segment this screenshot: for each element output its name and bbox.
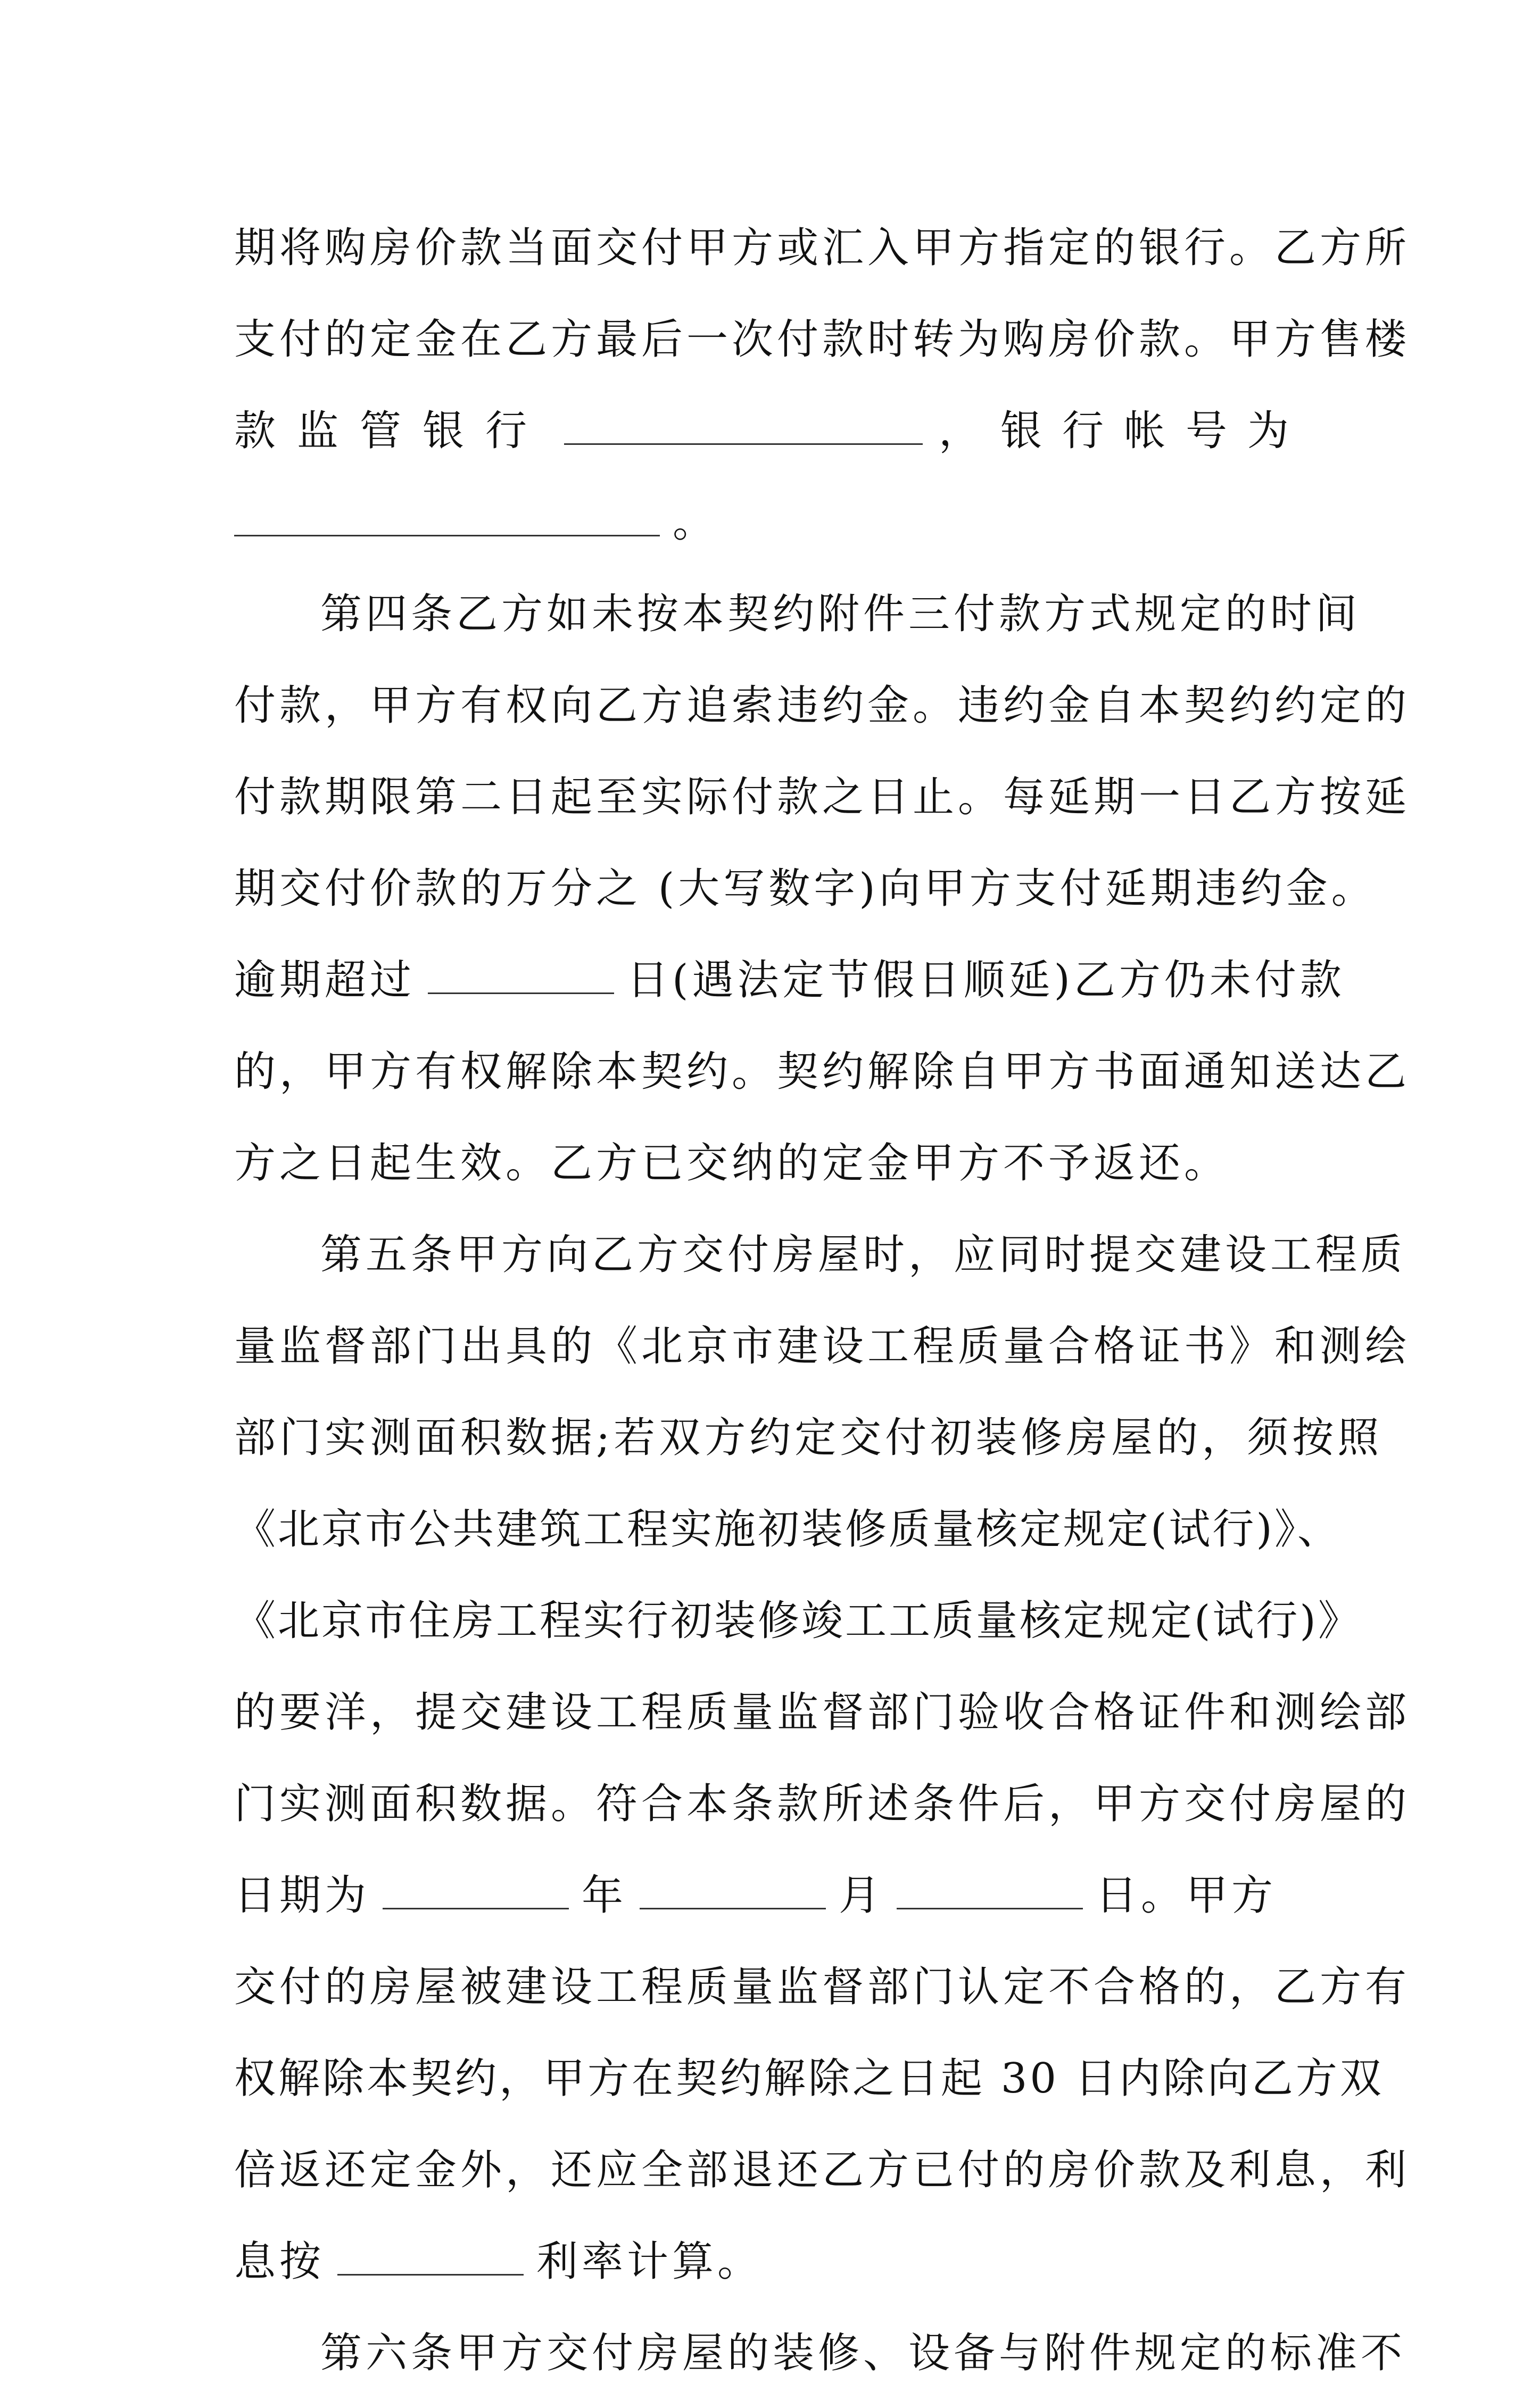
label-interest: 息按 (234, 2238, 325, 2286)
text-line: 付款期限第二日起至实际付款之日止。每延期一日乙方按延 (234, 773, 1411, 821)
text-line: 交付的房屋被建设工程质量监督部门认定不合格的，乙方有 (234, 1963, 1411, 2011)
blank-bank-name (564, 443, 923, 445)
text-line-interest (234, 2216, 1309, 2307)
article-4-heading-line: 第四条乙方如未按本契约附件三付款方式规定的时间 (320, 590, 1361, 638)
blank-interest-rate (337, 2274, 524, 2276)
label-supervising-bank: 款监管银行 (234, 407, 549, 455)
article-5-heading-line: 第五条甲方向乙方交付房屋时，应同时提交建设工程质 (320, 1231, 1406, 1279)
text-line-overdue (234, 934, 1345, 1026)
document-body (234, 202, 1411, 2399)
text-line: 倍返还定金外，还应全部退还乙方已付的房价款及利息，利 (234, 2146, 1411, 2194)
text-line: 《北京市住房工程实行初装修竣工工质量核定规定(试行)》 (234, 1597, 1362, 1645)
text-line: 部门实测面积数据;若双方约定交付初装修房屋的，须按照 (234, 1414, 1383, 1462)
label-month: 月 (839, 1872, 884, 1920)
text-line: 权解除本契约，甲方在契约解除之日起 30 日内除向乙方双 (234, 2055, 1384, 2103)
blank-day (897, 1908, 1083, 1909)
text-line: 方之日起生效。乙方已交纳的定金甲方不予返还。 (234, 1139, 1230, 1187)
label-year: 年 (582, 1872, 627, 1920)
label-date: 日期为 (234, 1872, 370, 1920)
blank-overdue-days (428, 992, 614, 994)
text-overdue-rest: 日(遇法定节假日顺延)乙方仍未付款 (627, 956, 1345, 1004)
text-line: 付款，甲方有权向乙方追索违约金。违约金自本契约约定的 (234, 682, 1411, 730)
text-line-delivery-date (234, 1850, 1309, 1941)
label-bank-account: ，银行帐号为 (938, 407, 1309, 455)
blank-bank-account (234, 535, 660, 536)
text-line: 期将购房价款当面交付甲方或汇入甲方指定的银行。乙方所 (234, 224, 1411, 272)
text-line: 的，甲方有权解除本契约。契约解除自甲方书面通知送达乙 (234, 1048, 1411, 1096)
text-line-bank (234, 385, 1309, 477)
article-6-heading-line: 第六条甲方交付房屋的装修、设备与附件规定的标准不 (320, 2329, 1406, 2377)
text-line-account (234, 477, 1309, 568)
label-rate-calc: 利率计算。 (536, 2238, 763, 2286)
blank-year (383, 1908, 569, 1909)
text-line: 的要洋，提交建设工程质量监督部门验收合格证件和测绘部 (234, 1689, 1411, 1736)
text-line: 门实测面积数据。符合本条款所述条件后，甲方交付房屋的 (234, 1780, 1411, 1828)
text-line: 量监督部门出具的《北京市建设工程质量合格证书》和测绘 (234, 1322, 1411, 1370)
blank-month (640, 1908, 826, 1909)
label-day-rest: 日。甲方 (1096, 1872, 1277, 1920)
text-line: 支付的定金在乙方最后一次付款时转为购房价款。甲方售楼 (234, 316, 1411, 363)
text-line: 《北京市公共建筑工程实施初装修质量核定规定(试行)》、 (234, 1505, 1341, 1553)
period: 。 (673, 499, 718, 547)
text-line: 期交付价款的万分之 (大写数字)向甲方支付延期违约金。 (234, 865, 1377, 913)
label-overdue: 逾期超过 (234, 956, 416, 1004)
